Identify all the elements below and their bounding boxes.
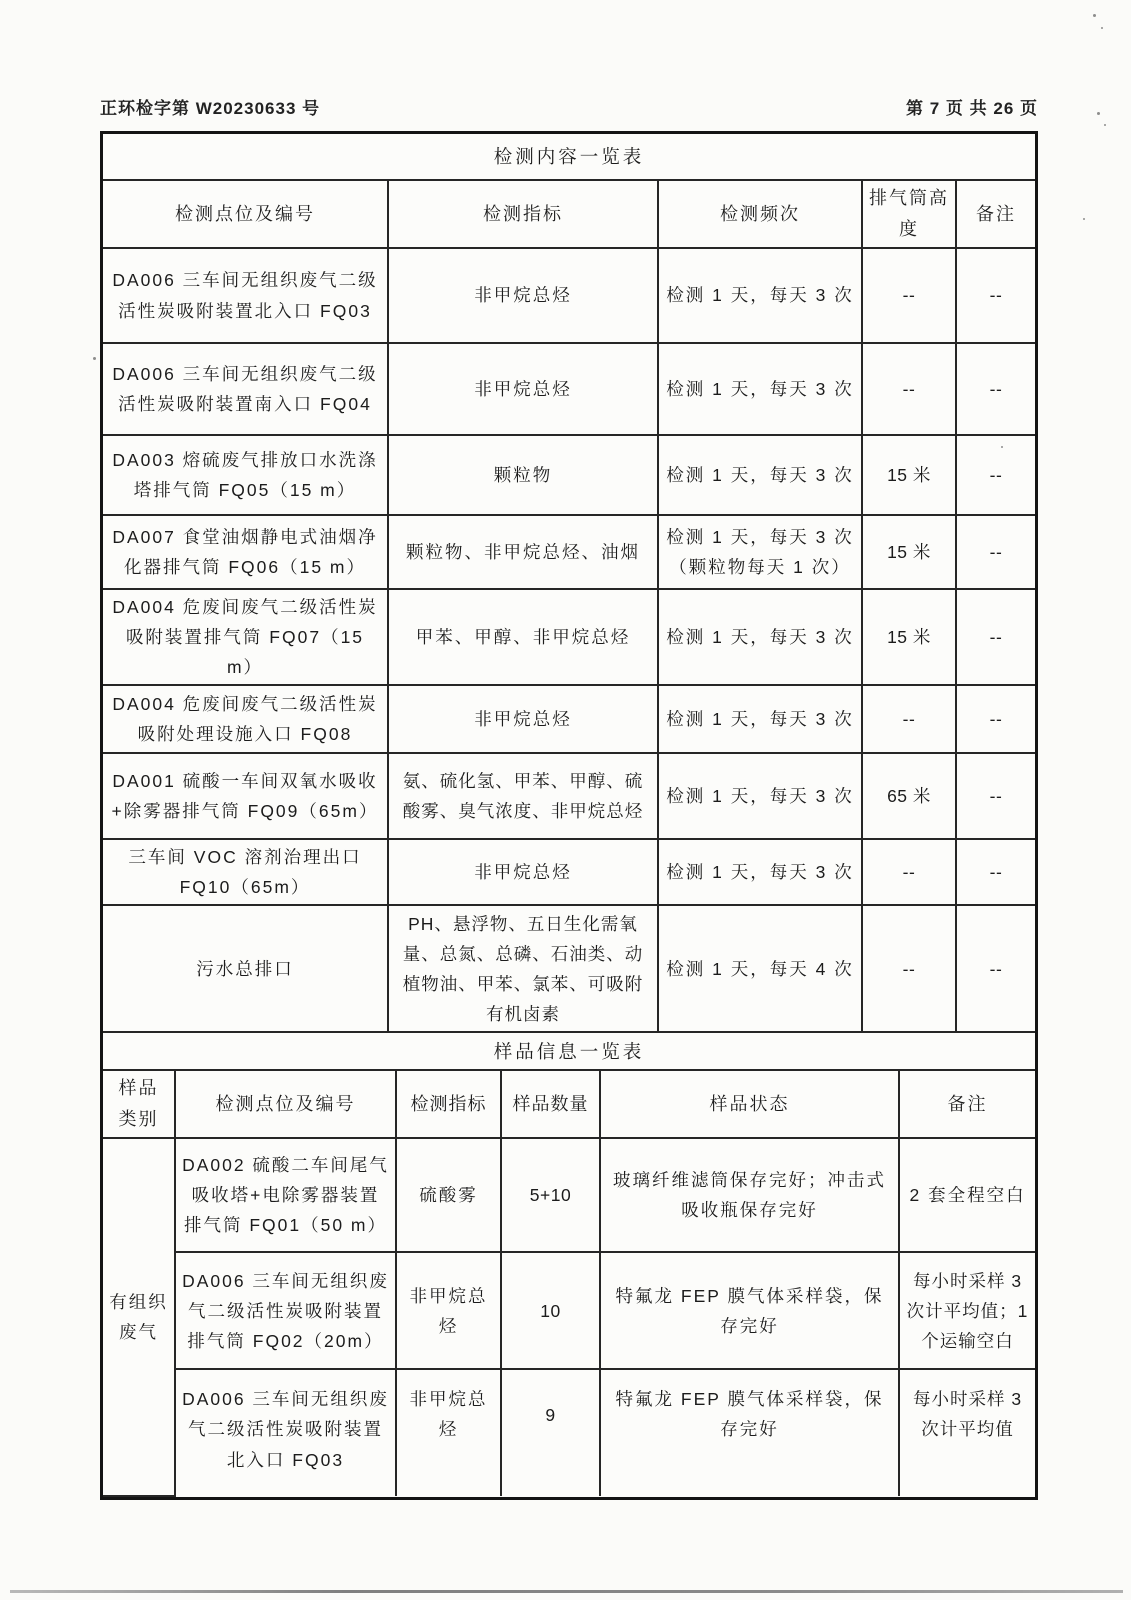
col-header-point: 检测点位及编号 xyxy=(103,180,388,248)
cell-remark: -- xyxy=(956,905,1035,1032)
cell-indicator: 硫酸雾 xyxy=(396,1138,501,1252)
cell-point: DA006 三车间无组织废气二级活性炭吸附装置北入口 FQ03 xyxy=(103,248,388,343)
cell-stack-height: -- xyxy=(862,905,956,1032)
scan-dot xyxy=(1093,14,1096,17)
cell-point: DA006 三车间无组织废气二级活性炭吸附装置南入口 FQ04 xyxy=(103,343,388,435)
cell-point: DA001 硫酸一车间双氧水吸收+除雾器排气筒 FQ09（65m） xyxy=(103,753,388,839)
cell-indicator: 非甲烷总烃 xyxy=(388,248,658,343)
scan-line xyxy=(10,1590,1123,1593)
sample-info-table xyxy=(103,1033,1035,1497)
scan-dot xyxy=(1101,27,1103,29)
scan-dot xyxy=(1001,446,1003,448)
table1-header-row xyxy=(103,180,1035,248)
col-header-status: 样品状态 xyxy=(600,1070,899,1138)
col-header-quantity: 样品数量 xyxy=(501,1070,600,1138)
col-header-stack-height: 排气筒高度 xyxy=(862,180,956,248)
cell-stack-height: -- xyxy=(862,839,956,905)
page-number: 第 7 页 共 26 页 xyxy=(906,99,1038,118)
doc-number: 正环检字第 W20230633 号 xyxy=(100,99,321,118)
scan-dot xyxy=(1097,112,1100,115)
cell-remark: 每小时采样 3 次计平均值；1 个运输空白 xyxy=(899,1252,1035,1369)
table-row xyxy=(103,685,1035,753)
cell-point: 污水总排口 xyxy=(103,905,388,1032)
cell-indicator: 非甲烷总烃 xyxy=(388,685,658,753)
scan-dot xyxy=(1104,124,1106,126)
table-row xyxy=(103,905,1035,1032)
cell-remark: 2 套全程空白 xyxy=(899,1138,1035,1252)
col-header-remark: 备注 xyxy=(956,180,1035,248)
cell-point: DA002 硫酸二车间尾气吸收塔+电除雾器装置排气筒 FQ01（50 m） xyxy=(175,1138,396,1252)
table-row xyxy=(103,343,1035,435)
cell-remark: -- xyxy=(956,248,1035,343)
cell-indicator: 颗粒物、非甲烷总烃、油烟 xyxy=(388,515,658,589)
cell-remark: -- xyxy=(956,753,1035,839)
testing-content-table xyxy=(103,134,1035,1033)
cell-frequency: 检测 1 天，每天 4 次 xyxy=(658,905,862,1032)
cell-indicator: 非甲烷总烃 xyxy=(396,1252,501,1369)
table-row xyxy=(103,753,1035,839)
cell-quantity: 5+10 xyxy=(501,1138,600,1252)
cell-quantity: 10 xyxy=(501,1252,600,1369)
table-row xyxy=(103,515,1035,589)
scan-dot xyxy=(1083,218,1085,220)
cell-stack-height: -- xyxy=(862,248,956,343)
cell-stack-height: 15 米 xyxy=(862,435,956,515)
table1-title-row xyxy=(103,134,1035,180)
cell-remark: 每小时采样 3 次计平均值 xyxy=(899,1369,1035,1496)
cell-indicator: PH、悬浮物、五日生化需氧量、总氮、总磷、石油类、动植物油、甲苯、氯苯、可吸附有机卤素 xyxy=(388,905,658,1032)
col-header-indicator: 检测指标 xyxy=(396,1070,501,1138)
tables-container xyxy=(100,131,1038,1500)
cell-remark: -- xyxy=(956,589,1035,685)
cell-point: DA006 三车间无组织废气二级活性炭吸附装置北入口 FQ03 xyxy=(175,1369,396,1496)
cell-stack-height: -- xyxy=(862,343,956,435)
col-header-frequency: 检测频次 xyxy=(658,180,862,248)
col-header-indicator: 检测指标 xyxy=(388,180,658,248)
table2-header-row xyxy=(103,1070,1035,1138)
cell-indicator: 非甲烷总烃 xyxy=(396,1369,501,1496)
cell-frequency: 检测 1 天，每天 3 次 xyxy=(658,685,862,753)
cell-indicator: 非甲烷总烃 xyxy=(388,343,658,435)
cell-indicator: 氨、硫化氢、甲苯、甲醇、硫酸雾、臭气浓度、非甲烷总烃 xyxy=(388,753,658,839)
cell-indicator: 颗粒物 xyxy=(388,435,658,515)
cell-indicator: 甲苯、甲醇、非甲烷总烃 xyxy=(388,589,658,685)
cell-point: DA007 食堂油烟静电式油烟净化器排气筒 FQ06（15 m） xyxy=(103,515,388,589)
table-row xyxy=(103,248,1035,343)
cell-frequency: 检测 1 天，每天 3 次 xyxy=(658,839,862,905)
table1-title: 检测内容一览表 xyxy=(103,134,1035,180)
table-row xyxy=(103,1138,1035,1252)
table-row xyxy=(103,435,1035,515)
cell-stack-height: 15 米 xyxy=(862,589,956,685)
cell-frequency: 检测 1 天，每天 3 次 xyxy=(658,435,862,515)
cell-status: 特氟龙 FEP 膜气体采样袋，保存完好 xyxy=(600,1252,899,1369)
cell-frequency: 检测 1 天，每天 3 次 xyxy=(658,248,862,343)
table-row xyxy=(103,839,1035,905)
cell-remark: -- xyxy=(956,435,1035,515)
table-row xyxy=(103,589,1035,685)
cell-status: 特氟龙 FEP 膜气体采样袋，保存完好 xyxy=(600,1369,899,1496)
cell-point: DA003 熔硫废气排放口水洗涤塔排气筒 FQ05（15 m） xyxy=(103,435,388,515)
cell-quantity: 9 xyxy=(501,1369,600,1496)
page-header xyxy=(100,94,1038,119)
cell-remark: -- xyxy=(956,515,1035,589)
cell-remark: -- xyxy=(956,685,1035,753)
cell-stack-height: 65 米 xyxy=(862,753,956,839)
cell-point: DA004 危废间废气二级活性炭吸附处理设施入口 FQ08 xyxy=(103,685,388,753)
cell-point: 三车间 VOC 溶剂治理出口 FQ10（65m） xyxy=(103,839,388,905)
cell-frequency: 检测 1 天，每天 3 次 xyxy=(658,343,862,435)
table2-title: 样品信息一览表 xyxy=(103,1033,1035,1070)
cell-point: DA004 危废间废气二级活性炭吸附装置排气筒 FQ07（15 m） xyxy=(103,589,388,685)
table2-title-row xyxy=(103,1033,1035,1070)
table-row xyxy=(103,1252,1035,1369)
col-header-sample-category: 样品类别 xyxy=(103,1070,175,1138)
cell-frequency: 检测 1 天，每天 3 次 xyxy=(658,753,862,839)
table-row xyxy=(103,1369,1035,1496)
cell-frequency: 检测 1 天，每天 3 次 xyxy=(658,589,862,685)
cell-remark: -- xyxy=(956,343,1035,435)
cell-sample-category: 有组织废气 xyxy=(103,1138,175,1496)
cell-stack-height: 15 米 xyxy=(862,515,956,589)
cell-point: DA006 三车间无组织废气二级活性炭吸附装置排气筒 FQ02（20m） xyxy=(175,1252,396,1369)
cell-status: 玻璃纤维滤筒保存完好；冲击式吸收瓶保存完好 xyxy=(600,1138,899,1252)
cell-remark: -- xyxy=(956,839,1035,905)
cell-stack-height: -- xyxy=(862,685,956,753)
col-header-point: 检测点位及编号 xyxy=(175,1070,396,1138)
cell-indicator: 非甲烷总烃 xyxy=(388,839,658,905)
col-header-remark: 备注 xyxy=(899,1070,1035,1138)
scan-dot xyxy=(93,357,96,360)
cell-frequency: 检测 1 天，每天 3 次（颗粒物每天 1 次） xyxy=(658,515,862,589)
